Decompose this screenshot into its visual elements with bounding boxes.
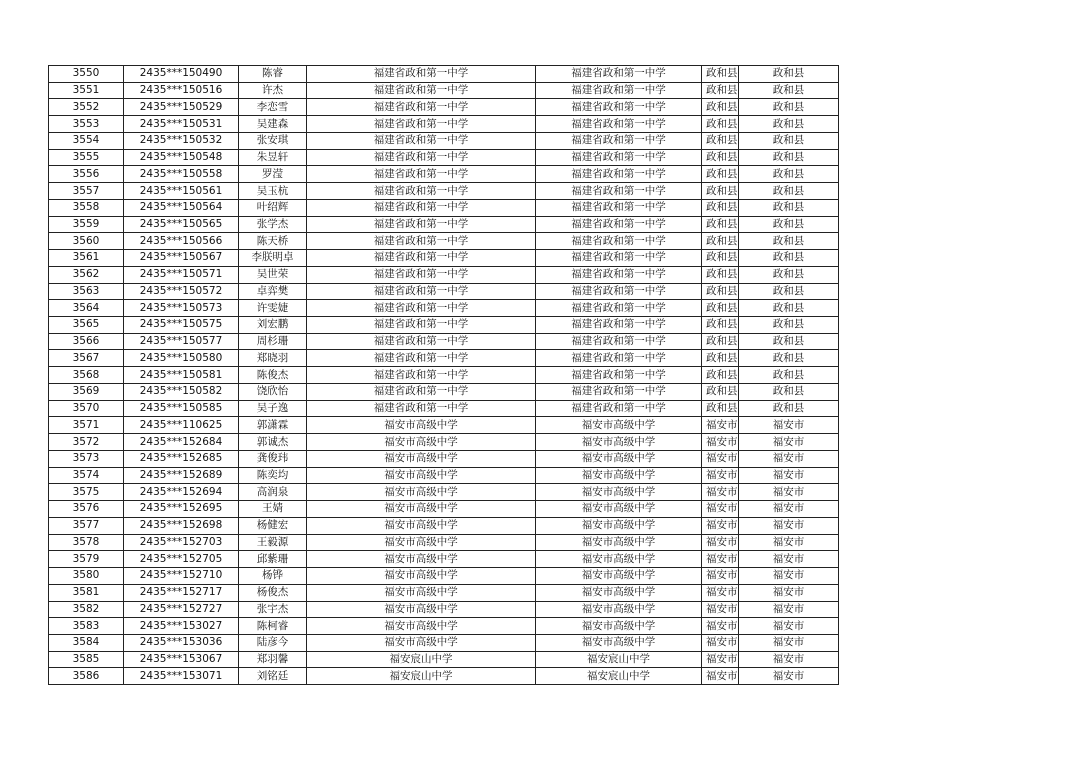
- table-row: [49, 116, 839, 133]
- table-row: [49, 166, 839, 183]
- school-cell: 福建省政和第一中学: [307, 149, 536, 166]
- county-cell: 政和县: [702, 216, 739, 233]
- table-row: [49, 350, 839, 367]
- table-row: [49, 132, 839, 149]
- row-number-cell: 3573: [49, 450, 124, 467]
- table-row: [49, 82, 839, 99]
- name-cell: 陈柯睿: [239, 618, 307, 635]
- county-cell: 福安市: [739, 517, 839, 534]
- county-cell: 政和县: [702, 317, 739, 334]
- row-number-cell: 3581: [49, 584, 124, 601]
- exam-id-cell: 2435***152694: [124, 484, 239, 501]
- name-cell: 杨铧: [239, 568, 307, 585]
- county-cell: 福安市: [739, 434, 839, 451]
- county-cell: 福安市: [702, 651, 739, 668]
- county-cell: 政和县: [702, 99, 739, 116]
- row-number-cell: 3575: [49, 484, 124, 501]
- school-cell: 福建省政和第一中学: [307, 166, 536, 183]
- school-cell: 福安市高级中学: [536, 634, 702, 651]
- county-cell: 福安市: [702, 501, 739, 518]
- name-cell: 陆彦今: [239, 634, 307, 651]
- exam-id-cell: 2435***150529: [124, 99, 239, 116]
- county-cell: 政和县: [702, 149, 739, 166]
- school-cell: 福安市高级中学: [536, 484, 702, 501]
- county-cell: 政和县: [739, 333, 839, 350]
- name-cell: 朱昱轩: [239, 149, 307, 166]
- county-cell: 政和县: [739, 132, 839, 149]
- row-number-cell: 3584: [49, 634, 124, 651]
- school-cell: 福建省政和第一中学: [536, 149, 702, 166]
- table-row: [49, 534, 839, 551]
- name-cell: 罗滢: [239, 166, 307, 183]
- name-cell: 杨俊杰: [239, 584, 307, 601]
- name-cell: 刘宏鹏: [239, 317, 307, 334]
- school-cell: 福安市高级中学: [307, 517, 536, 534]
- county-cell: 政和县: [739, 266, 839, 283]
- name-cell: 张宇杰: [239, 601, 307, 618]
- row-number-cell: 3555: [49, 149, 124, 166]
- county-cell: 福安市: [739, 534, 839, 551]
- name-cell: 王毅源: [239, 534, 307, 551]
- county-cell: 福安市: [702, 568, 739, 585]
- school-cell: 福建省政和第一中学: [307, 66, 536, 83]
- school-cell: 福建省政和第一中学: [536, 166, 702, 183]
- table-row: [49, 651, 839, 668]
- school-cell: 福建省政和第一中学: [536, 317, 702, 334]
- row-number-cell: 3574: [49, 467, 124, 484]
- table-row: [49, 333, 839, 350]
- row-number-cell: 3560: [49, 233, 124, 250]
- county-cell: 福安市: [702, 584, 739, 601]
- exam-id-cell: 2435***152705: [124, 551, 239, 568]
- school-cell: 福安市高级中学: [536, 568, 702, 585]
- name-cell: 陈奕均: [239, 467, 307, 484]
- row-number-cell: 3568: [49, 367, 124, 384]
- county-cell: 福安市: [702, 517, 739, 534]
- row-number-cell: 3554: [49, 132, 124, 149]
- exam-id-cell: 2435***153071: [124, 668, 239, 685]
- county-cell: 福安市: [702, 484, 739, 501]
- school-cell: 福安市高级中学: [536, 618, 702, 635]
- table-body: [49, 66, 839, 685]
- exam-id-cell: 2435***153036: [124, 634, 239, 651]
- school-cell: 福安市高级中学: [536, 467, 702, 484]
- table-row: [49, 517, 839, 534]
- school-cell: 福安市高级中学: [307, 417, 536, 434]
- table-row: [49, 618, 839, 635]
- exam-id-cell: 2435***150567: [124, 250, 239, 267]
- school-cell: 福建省政和第一中学: [307, 199, 536, 216]
- exam-id-cell: 2435***152685: [124, 450, 239, 467]
- row-number-cell: 3583: [49, 618, 124, 635]
- table-row: [49, 417, 839, 434]
- county-cell: 福安市: [739, 668, 839, 685]
- name-cell: 陈天桥: [239, 233, 307, 250]
- table-row: [49, 183, 839, 200]
- school-cell: 福建省政和第一中学: [307, 116, 536, 133]
- school-cell: 福建省政和第一中学: [307, 300, 536, 317]
- row-number-cell: 3550: [49, 66, 124, 83]
- exam-id-cell: 2435***150565: [124, 216, 239, 233]
- school-cell: 福安市高级中学: [536, 584, 702, 601]
- county-cell: 政和县: [702, 183, 739, 200]
- county-cell: 福安市: [702, 534, 739, 551]
- exam-id-cell: 2435***150532: [124, 132, 239, 149]
- county-cell: 福安市: [739, 484, 839, 501]
- county-cell: 政和县: [702, 250, 739, 267]
- table-row: [49, 367, 839, 384]
- county-cell: 政和县: [739, 183, 839, 200]
- table-row: [49, 66, 839, 83]
- school-cell: 福建省政和第一中学: [536, 233, 702, 250]
- name-cell: 叶绍辉: [239, 199, 307, 216]
- row-number-cell: 3559: [49, 216, 124, 233]
- row-number-cell: 3571: [49, 417, 124, 434]
- county-cell: 政和县: [739, 350, 839, 367]
- row-number-cell: 3558: [49, 199, 124, 216]
- county-cell: 政和县: [702, 383, 739, 400]
- exam-id-cell: 2435***152689: [124, 467, 239, 484]
- table-row: [49, 149, 839, 166]
- school-cell: 福安市高级中学: [536, 501, 702, 518]
- table-row: [49, 668, 839, 685]
- table-row: [49, 216, 839, 233]
- school-cell: 福建省政和第一中学: [307, 333, 536, 350]
- school-cell: 福建省政和第一中学: [536, 333, 702, 350]
- school-cell: 福安市高级中学: [307, 634, 536, 651]
- row-number-cell: 3586: [49, 668, 124, 685]
- table-row: [49, 233, 839, 250]
- county-cell: 福安市: [702, 467, 739, 484]
- row-number-cell: 3551: [49, 82, 124, 99]
- county-cell: 政和县: [739, 383, 839, 400]
- table-row: [49, 99, 839, 116]
- name-cell: 龚俊玮: [239, 450, 307, 467]
- school-cell: 福安市高级中学: [307, 467, 536, 484]
- row-number-cell: 3563: [49, 283, 124, 300]
- table-row: [49, 383, 839, 400]
- name-cell: 张安琪: [239, 132, 307, 149]
- table-row: [49, 551, 839, 568]
- county-cell: 政和县: [739, 216, 839, 233]
- county-cell: 政和县: [702, 283, 739, 300]
- county-cell: 福安市: [702, 618, 739, 635]
- name-cell: 张学杰: [239, 216, 307, 233]
- county-cell: 政和县: [739, 400, 839, 417]
- exam-id-cell: 2435***150582: [124, 383, 239, 400]
- school-cell: 福安市高级中学: [536, 450, 702, 467]
- table-row: [49, 601, 839, 618]
- school-cell: 福安市高级中学: [536, 534, 702, 551]
- county-cell: 福安市: [739, 651, 839, 668]
- county-cell: 政和县: [739, 199, 839, 216]
- name-cell: 刘铭廷: [239, 668, 307, 685]
- exam-id-cell: 2435***150490: [124, 66, 239, 83]
- county-cell: 福安市: [702, 434, 739, 451]
- exam-id-cell: 2435***153067: [124, 651, 239, 668]
- table-row: [49, 317, 839, 334]
- name-cell: 王婧: [239, 501, 307, 518]
- school-cell: 福安市高级中学: [307, 501, 536, 518]
- school-cell: 福安市高级中学: [307, 434, 536, 451]
- county-cell: 政和县: [702, 233, 739, 250]
- name-cell: 郭潇霖: [239, 417, 307, 434]
- county-cell: 政和县: [702, 400, 739, 417]
- school-cell: 福安宸山中学: [536, 668, 702, 685]
- row-number-cell: 3553: [49, 116, 124, 133]
- name-cell: 杨健宏: [239, 517, 307, 534]
- exam-id-cell: 2435***150575: [124, 317, 239, 334]
- name-cell: 邱紫珊: [239, 551, 307, 568]
- school-cell: 福安市高级中学: [536, 417, 702, 434]
- county-cell: 福安市: [702, 668, 739, 685]
- row-number-cell: 3576: [49, 501, 124, 518]
- table-row: [49, 634, 839, 651]
- name-cell: 吴建森: [239, 116, 307, 133]
- name-cell: 郭诚杰: [239, 434, 307, 451]
- name-cell: 李恋雪: [239, 99, 307, 116]
- county-cell: 政和县: [739, 66, 839, 83]
- school-cell: 福安市高级中学: [307, 601, 536, 618]
- row-number-cell: 3582: [49, 601, 124, 618]
- county-cell: 福安市: [739, 584, 839, 601]
- school-cell: 福建省政和第一中学: [307, 132, 536, 149]
- name-cell: 周杉珊: [239, 333, 307, 350]
- county-cell: 福安市: [739, 467, 839, 484]
- school-cell: 福建省政和第一中学: [536, 82, 702, 99]
- county-cell: 政和县: [702, 350, 739, 367]
- exam-id-cell: 2435***153027: [124, 618, 239, 635]
- name-cell: 卓弈樊: [239, 283, 307, 300]
- row-number-cell: 3557: [49, 183, 124, 200]
- school-cell: 福安市高级中学: [307, 450, 536, 467]
- county-cell: 福安市: [702, 601, 739, 618]
- exam-id-cell: 2435***150580: [124, 350, 239, 367]
- county-cell: 政和县: [702, 367, 739, 384]
- school-cell: 福安市高级中学: [536, 517, 702, 534]
- exam-id-cell: 2435***150577: [124, 333, 239, 350]
- county-cell: 政和县: [739, 149, 839, 166]
- county-cell: 政和县: [739, 116, 839, 133]
- school-cell: 福安宸山中学: [536, 651, 702, 668]
- school-cell: 福安市高级中学: [536, 434, 702, 451]
- school-cell: 福建省政和第一中学: [536, 116, 702, 133]
- exam-id-cell: 2435***150572: [124, 283, 239, 300]
- row-number-cell: 3578: [49, 534, 124, 551]
- county-cell: 福安市: [739, 618, 839, 635]
- county-cell: 政和县: [739, 250, 839, 267]
- row-number-cell: 3567: [49, 350, 124, 367]
- exam-id-cell: 2435***150585: [124, 400, 239, 417]
- school-cell: 福建省政和第一中学: [536, 250, 702, 267]
- name-cell: 吴玉杭: [239, 183, 307, 200]
- school-cell: 福建省政和第一中学: [307, 266, 536, 283]
- county-cell: 福安市: [739, 601, 839, 618]
- county-cell: 福安市: [739, 450, 839, 467]
- school-cell: 福建省政和第一中学: [536, 367, 702, 384]
- table-row: [49, 400, 839, 417]
- exam-id-cell: 2435***152695: [124, 501, 239, 518]
- exam-id-cell: 2435***152717: [124, 584, 239, 601]
- row-number-cell: 3580: [49, 568, 124, 585]
- school-cell: 福建省政和第一中学: [307, 250, 536, 267]
- exam-id-cell: 2435***150564: [124, 199, 239, 216]
- school-cell: 福安市高级中学: [307, 618, 536, 635]
- table-row: [49, 199, 839, 216]
- exam-id-cell: 2435***150531: [124, 116, 239, 133]
- row-number-cell: 3569: [49, 383, 124, 400]
- row-number-cell: 3564: [49, 300, 124, 317]
- name-cell: 吴子逸: [239, 400, 307, 417]
- school-cell: 福建省政和第一中学: [536, 199, 702, 216]
- exam-id-cell: 2435***150558: [124, 166, 239, 183]
- county-cell: 福安市: [702, 450, 739, 467]
- row-number-cell: 3556: [49, 166, 124, 183]
- school-cell: 福建省政和第一中学: [536, 283, 702, 300]
- school-cell: 福安宸山中学: [307, 651, 536, 668]
- row-number-cell: 3552: [49, 99, 124, 116]
- name-cell: 郑羽馨: [239, 651, 307, 668]
- school-cell: 福安市高级中学: [307, 568, 536, 585]
- row-number-cell: 3562: [49, 266, 124, 283]
- county-cell: 政和县: [702, 300, 739, 317]
- exam-id-cell: 2435***152698: [124, 517, 239, 534]
- county-cell: 政和县: [702, 82, 739, 99]
- school-cell: 福建省政和第一中学: [536, 300, 702, 317]
- table-row: [49, 266, 839, 283]
- county-cell: 政和县: [702, 266, 739, 283]
- row-number-cell: 3585: [49, 651, 124, 668]
- county-cell: 政和县: [702, 116, 739, 133]
- school-cell: 福安市高级中学: [536, 601, 702, 618]
- county-cell: 政和县: [739, 367, 839, 384]
- school-cell: 福安市高级中学: [536, 551, 702, 568]
- row-number-cell: 3565: [49, 317, 124, 334]
- exam-id-cell: 2435***150566: [124, 233, 239, 250]
- school-cell: 福建省政和第一中学: [307, 183, 536, 200]
- county-cell: 政和县: [702, 166, 739, 183]
- county-cell: 福安市: [702, 417, 739, 434]
- school-cell: 福建省政和第一中学: [536, 400, 702, 417]
- name-cell: 李朕明卓: [239, 250, 307, 267]
- row-number-cell: 3577: [49, 517, 124, 534]
- table-row: [49, 434, 839, 451]
- county-cell: 政和县: [739, 317, 839, 334]
- exam-id-cell: 2435***150561: [124, 183, 239, 200]
- exam-id-cell: 2435***150548: [124, 149, 239, 166]
- school-cell: 福安市高级中学: [307, 534, 536, 551]
- county-cell: 政和县: [739, 283, 839, 300]
- name-cell: 陈俊杰: [239, 367, 307, 384]
- school-cell: 福建省政和第一中学: [307, 82, 536, 99]
- county-cell: 政和县: [739, 166, 839, 183]
- name-cell: 饶欣怡: [239, 383, 307, 400]
- school-cell: 福安市高级中学: [307, 484, 536, 501]
- row-number-cell: 3579: [49, 551, 124, 568]
- table-row: [49, 283, 839, 300]
- exam-id-cell: 2435***110625: [124, 417, 239, 434]
- row-number-cell: 3566: [49, 333, 124, 350]
- school-cell: 福建省政和第一中学: [307, 367, 536, 384]
- row-number-cell: 3561: [49, 250, 124, 267]
- school-cell: 福建省政和第一中学: [307, 383, 536, 400]
- county-cell: 福安市: [739, 417, 839, 434]
- name-cell: 陈睿: [239, 66, 307, 83]
- school-cell: 福建省政和第一中学: [307, 233, 536, 250]
- table-row: [49, 250, 839, 267]
- exam-id-cell: 2435***152703: [124, 534, 239, 551]
- county-cell: 福安市: [739, 501, 839, 518]
- exam-id-cell: 2435***152727: [124, 601, 239, 618]
- county-cell: 政和县: [739, 99, 839, 116]
- exam-id-cell: 2435***152684: [124, 434, 239, 451]
- county-cell: 政和县: [739, 233, 839, 250]
- school-cell: 福建省政和第一中学: [536, 183, 702, 200]
- school-cell: 福建省政和第一中学: [536, 99, 702, 116]
- name-cell: 吴世荣: [239, 266, 307, 283]
- table-row: [49, 484, 839, 501]
- school-cell: 福建省政和第一中学: [307, 99, 536, 116]
- school-cell: 福建省政和第一中学: [536, 350, 702, 367]
- table-row: [49, 450, 839, 467]
- name-cell: 许杰: [239, 82, 307, 99]
- table-row: [49, 568, 839, 585]
- county-cell: 福安市: [739, 634, 839, 651]
- name-cell: 许雯婕: [239, 300, 307, 317]
- school-cell: 福建省政和第一中学: [307, 317, 536, 334]
- table-row: [49, 300, 839, 317]
- school-cell: 福建省政和第一中学: [536, 383, 702, 400]
- school-cell: 福建省政和第一中学: [536, 66, 702, 83]
- county-cell: 政和县: [702, 199, 739, 216]
- county-cell: 政和县: [702, 132, 739, 149]
- table-row: [49, 467, 839, 484]
- row-number-cell: 3570: [49, 400, 124, 417]
- county-cell: 福安市: [739, 568, 839, 585]
- school-cell: 福安宸山中学: [307, 668, 536, 685]
- name-cell: 高润泉: [239, 484, 307, 501]
- roster-table: [48, 65, 839, 685]
- table-row: [49, 501, 839, 518]
- county-cell: 政和县: [702, 333, 739, 350]
- county-cell: 政和县: [739, 82, 839, 99]
- exam-id-cell: 2435***150571: [124, 266, 239, 283]
- exam-id-cell: 2435***150573: [124, 300, 239, 317]
- school-cell: 福建省政和第一中学: [536, 216, 702, 233]
- row-number-cell: 3572: [49, 434, 124, 451]
- school-cell: 福安市高级中学: [307, 551, 536, 568]
- school-cell: 福建省政和第一中学: [307, 283, 536, 300]
- school-cell: 福建省政和第一中学: [307, 216, 536, 233]
- county-cell: 政和县: [702, 66, 739, 83]
- school-cell: 福建省政和第一中学: [536, 132, 702, 149]
- county-cell: 福安市: [739, 551, 839, 568]
- table-row: [49, 584, 839, 601]
- county-cell: 福安市: [702, 634, 739, 651]
- school-cell: 福安市高级中学: [307, 584, 536, 601]
- exam-id-cell: 2435***152710: [124, 568, 239, 585]
- exam-id-cell: 2435***150581: [124, 367, 239, 384]
- school-cell: 福建省政和第一中学: [536, 266, 702, 283]
- exam-id-cell: 2435***150516: [124, 82, 239, 99]
- county-cell: 政和县: [739, 300, 839, 317]
- county-cell: 福安市: [702, 551, 739, 568]
- school-cell: 福建省政和第一中学: [307, 350, 536, 367]
- name-cell: 郑晓羽: [239, 350, 307, 367]
- school-cell: 福建省政和第一中学: [307, 400, 536, 417]
